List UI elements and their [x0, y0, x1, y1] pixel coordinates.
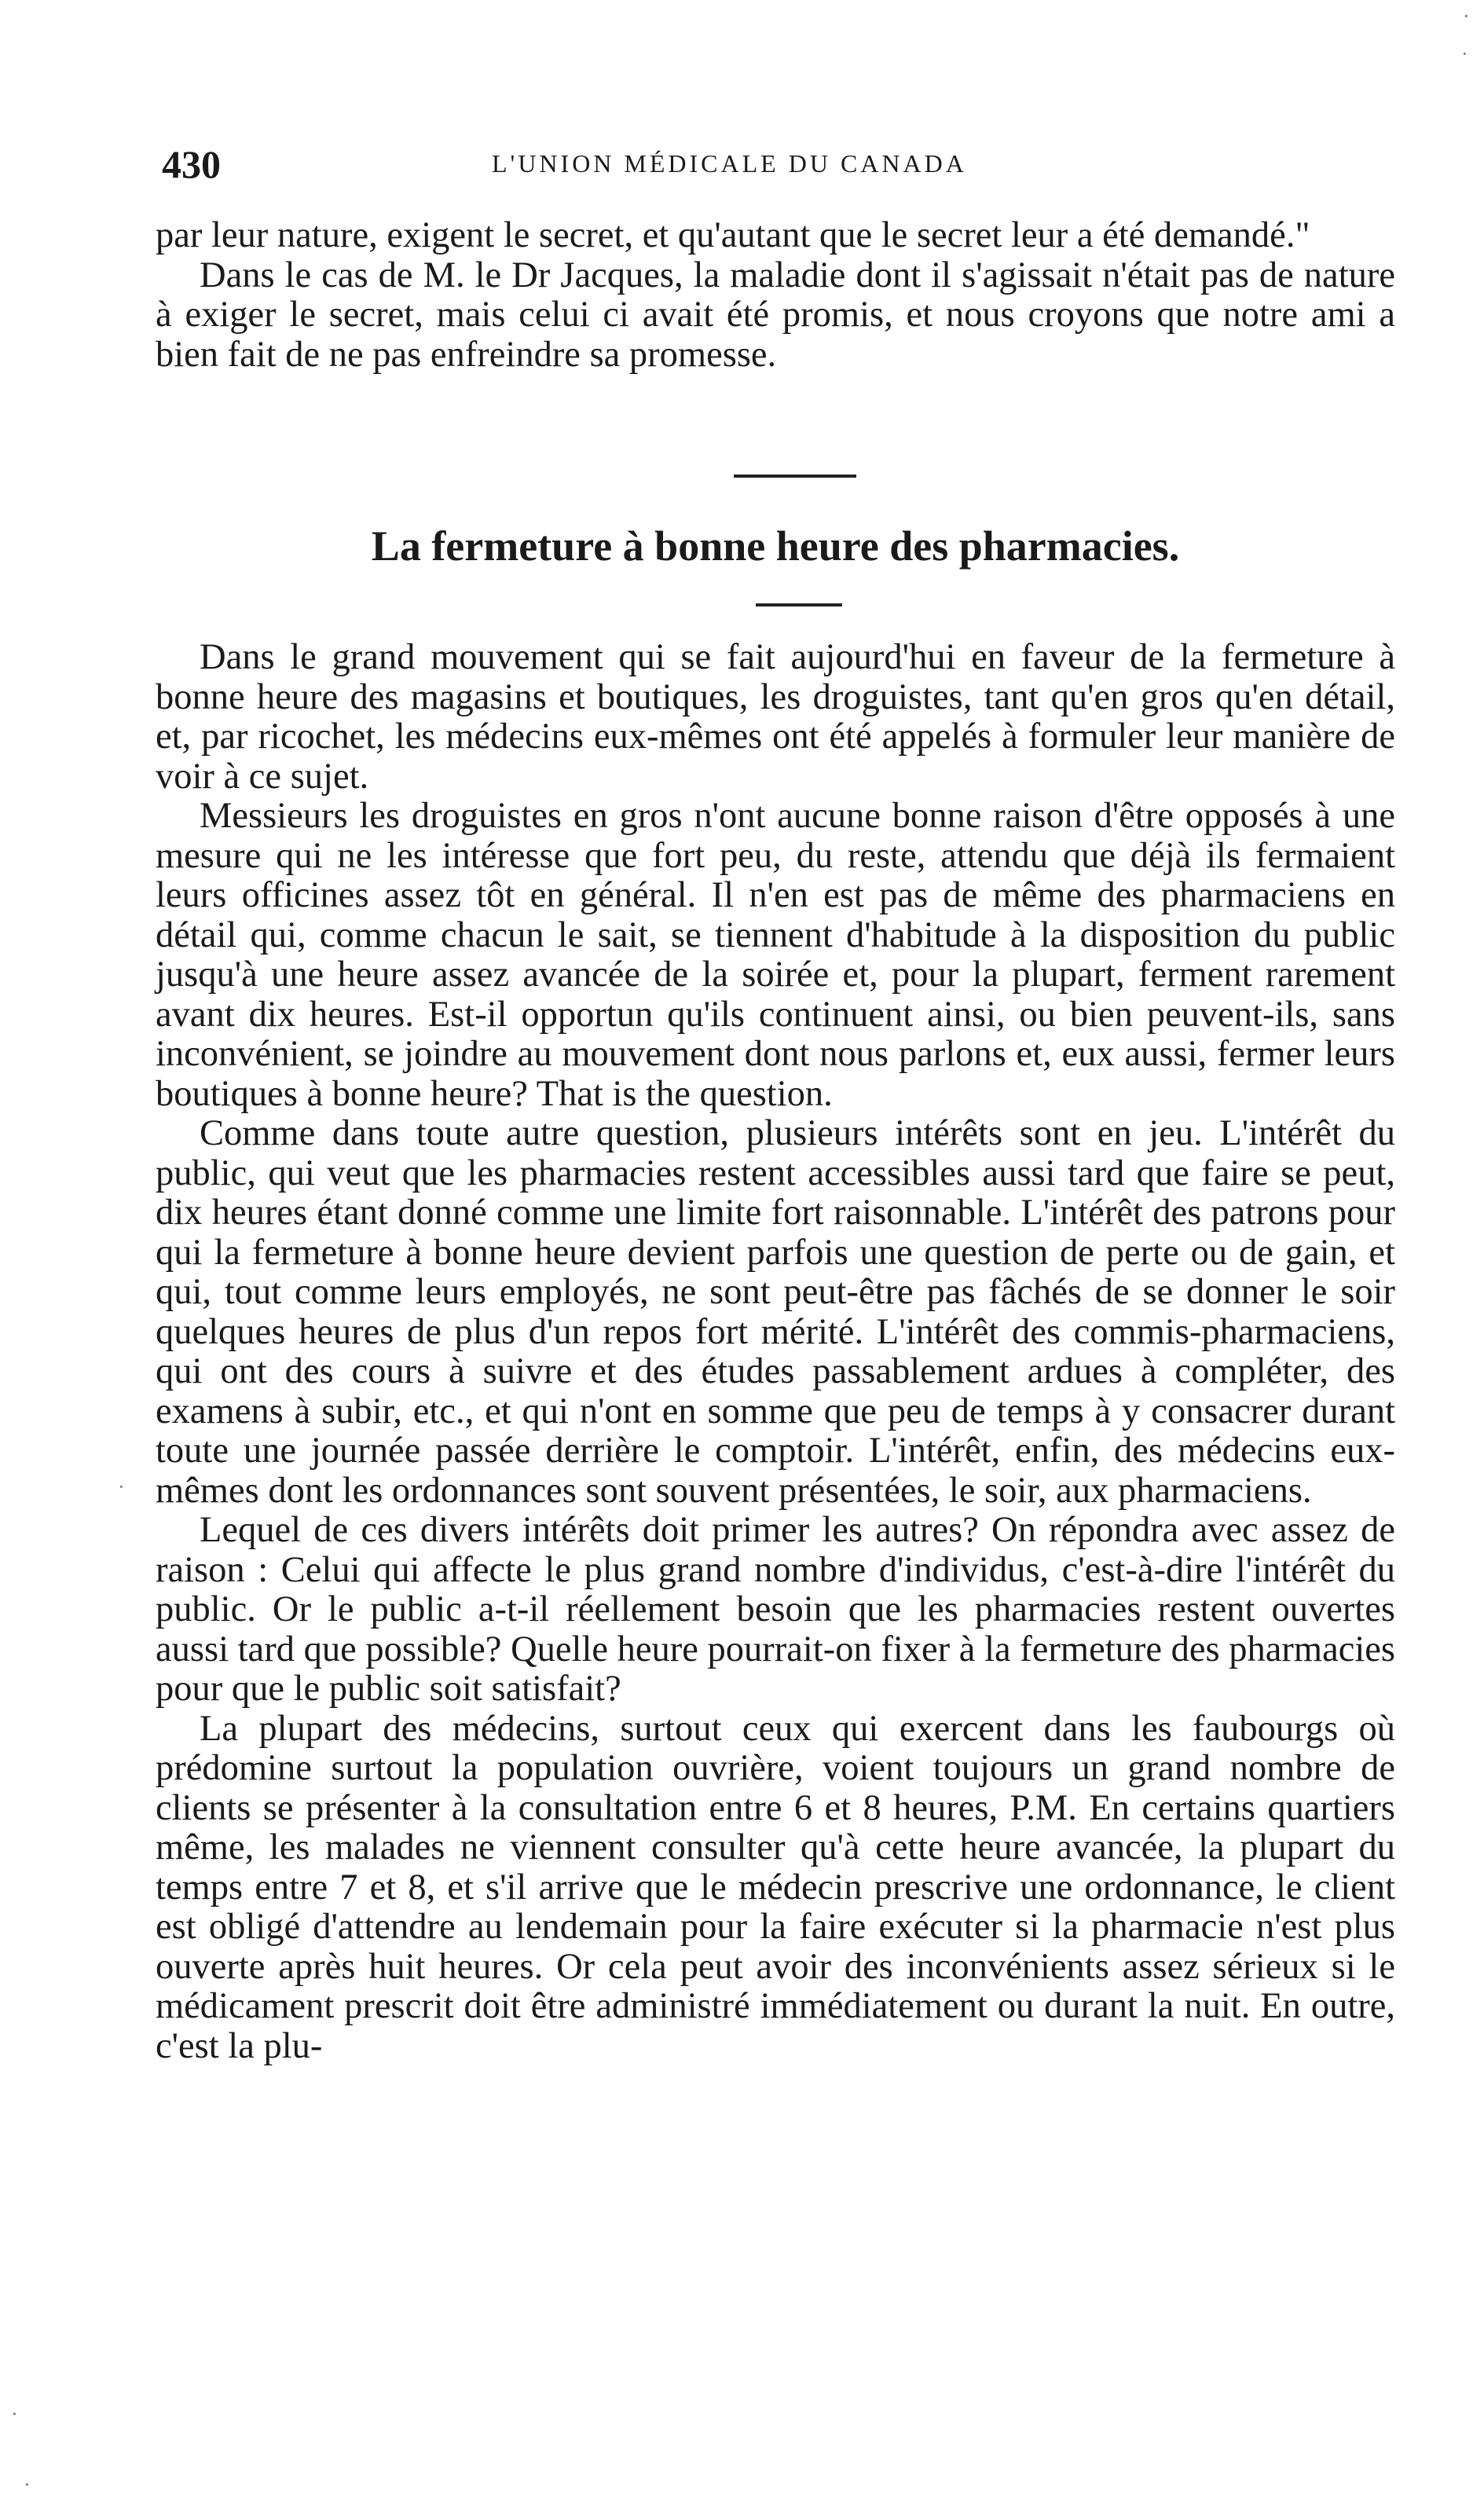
article-body — [156, 638, 1395, 2066]
running-head — [162, 141, 1372, 196]
margin-speck: · — [11, 2402, 18, 2425]
margin-speck: · — [118, 1475, 125, 1498]
body-paragraph: Comme dans toute autre question, plusieurs intérêts sont en jeu. L'intérêt du public, qui veut que les pharmacies restent accessibles aussi tard que faire se peut, dix heures étant donné comme une limite fort raisonnable. L'intérêt des patrons pour qui la fermeture à bonne heure devient parfois une question de perte ou de gain, et qui, tout comme leurs employés, ne sont peut-être pas fâchés de se donner le soir quelques heures de plus d'un repos fort mérité. L'intérêt des commis-pharmaciens, qui ont des cours à suivre et des études passablement ardues à compléter, des examens à subir, etc., et qui n'ont en somme que peu de temps à y consacrer durant toute une journée passée derrière le comptoir. L'intérêt, enfin, des médecins eux-mêmes dont les ordonnances sont souvent présentées, le soir, aux pharmaciens. — [156, 1113, 1395, 1511]
margin-speck: · — [1463, 5, 1470, 27]
margin-speck: · — [1461, 42, 1468, 65]
intro-text — [156, 216, 1395, 375]
page-number: 430 — [162, 142, 221, 186]
body-paragraph: Lequel de ces divers intérêts doit primer les autres? On répondra avec assez de raison : Celui qui affecte le plus grand nombre d'individus, c'est-à-dire l'intérêt du public. Or le public a-t-il réellement besoin que les pharmacies restent ouvertes aussi tard que possible? Quelle heure pourrait-on fixer à la fermeture des pharmacies pour que le public soit satisfait? — [156, 1510, 1395, 1709]
body-paragraph: Messieurs les droguistes en gros n'ont aucune bonne raison d'être opposés à une mesure qui ne les intéresse que fort peu, du reste, attendu que déjà ils fermaient leurs officines assez tôt en général. Il n'en est pas de même des pharmaciens en détail qui, comme chacun le sait, se tiennent d'habitude à la disposition du public jusqu'à une heure assez avancée de la soirée et, pour la plupart, ferment rarement avant dix heures. Est-il opportun qu'ils continuent ainsi, ou bien peuvent-ils, sans inconvénient, se joindre au mouvement dont nous parlons et, eux aussi, fermer leurs boutiques à bonne heure? That is the question. — [156, 796, 1395, 1114]
title-divider — [756, 603, 842, 607]
section-divider — [734, 475, 856, 478]
margin-speck: · — [24, 2473, 31, 2496]
article-title: La fermeture à bonne heure des pharmacies. — [371, 522, 1180, 570]
body-paragraph: Dans le grand mouvement qui se fait aujourd'hui en faveur de la fermeture à bonne heure des magasins et boutiques, les droguistes, tant qu'en gros qu'en détail, et, par ricochet, les médecins eux-mêmes ont été appelés à formuler leur manière de voir à ce sujet. — [156, 637, 1395, 797]
intro-paragraph: par leur nature, exigent le secret, et qu'autant que le secret leur a été demandé." — [156, 215, 1310, 255]
body-paragraph: La plupart des médecins, surtout ceux qui exercent dans les faubourgs où prédomine surtout la population ouvrière, voient toujours un grand nombre de clients se présenter à la consultation entre 6 et 8 heures, P.M. En certains quartiers même, les malades ne viennent consulter qu'à cette heure avancée, la plupart du temps entre 7 et 8, et s'il arrive que le médecin prescrive une ordonnance, le client est obligé d'attendre au lendemain pour la faire exécuter si la pharmacie n'est plus ouverte après huit heures. Or cela peut avoir des inconvénients assez sérieux si le médicament prescrit doit être administré immédiatement ou durant la nuit. En outre, c'est la plu- — [156, 1708, 1395, 2066]
intro-paragraph: Dans le cas de M. le Dr Jacques, la maladie dont il s'agissait n'était pas de nature à exiger le secret, mais celui ci avait été promis, et nous croyons que notre ami a bien fait de ne pas enfreindre sa promesse. — [156, 255, 1395, 375]
journal-title: L'UNION MÉDICALE DU CANADA — [492, 149, 967, 178]
